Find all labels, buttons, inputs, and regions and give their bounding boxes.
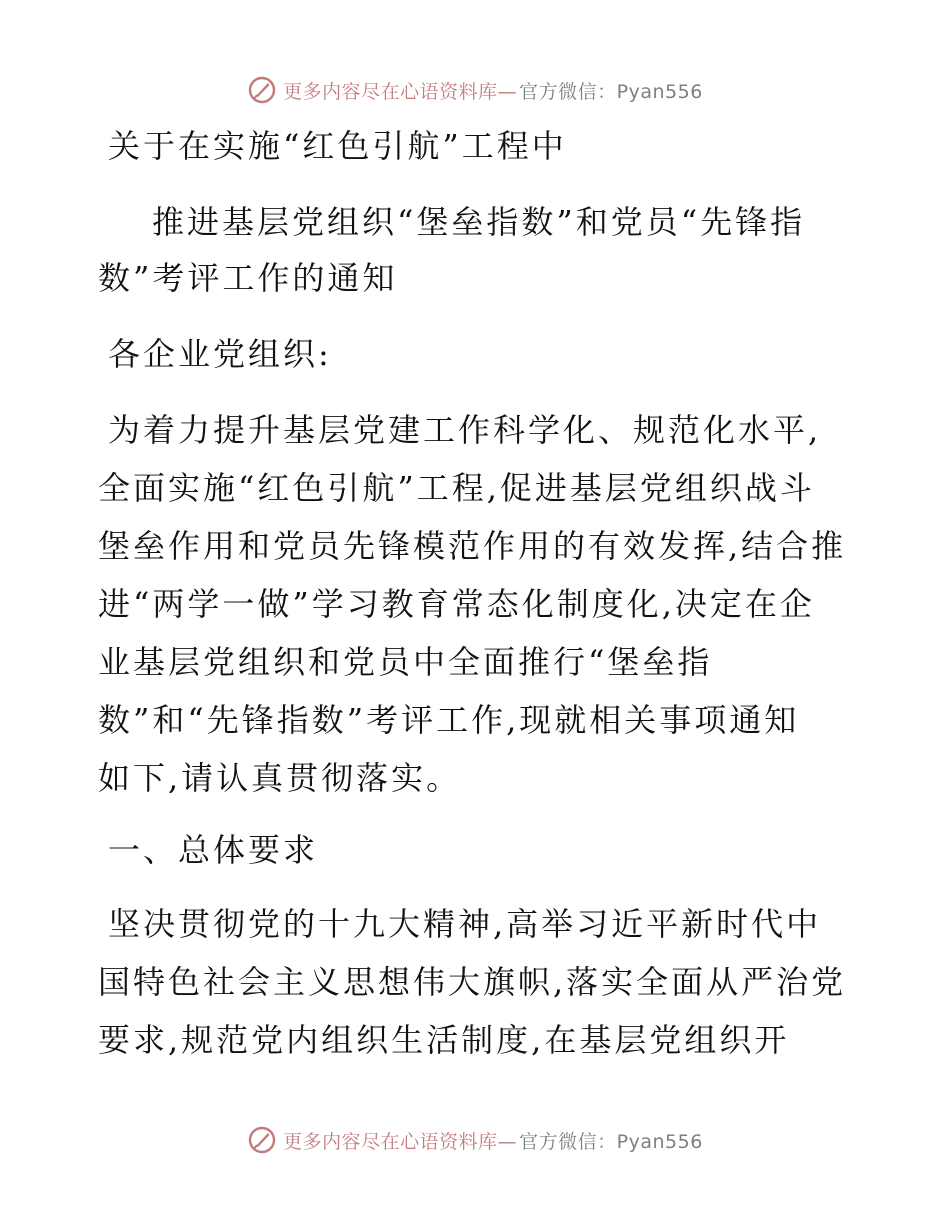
paragraph-2-line-1: 坚决贯彻党的十九大精神,高举习近平新时代中	[108, 905, 822, 943]
quill-logo-icon	[247, 1125, 277, 1155]
watermark-wechat: 官方微信：Pyan556	[519, 80, 703, 103]
paragraph-1-line-5: 业基层党组织和党员中全面推行“堡垒指	[98, 643, 713, 681]
footer-watermark	[0, 1122, 950, 1158]
paragraph-1-line-7: 如下,请认真贯彻落实。	[98, 759, 462, 797]
paragraph-1-line-2: 全面实施“红色引航”工程,促进基层党组织战斗	[98, 469, 815, 507]
paragraph-1-line-6: 数”和“先锋指数”考评工作,现就相关事项通知	[98, 701, 800, 739]
watermark-text: 更多内容尽在心语资料库—	[283, 80, 518, 103]
watermark-wechat: 官方微信：Pyan556	[519, 1130, 703, 1153]
document-title-line-1: 关于在实施“红色引航”工程中	[108, 127, 567, 165]
section-heading-1: 一、总体要求	[108, 831, 319, 869]
paragraph-2-line-3: 要求,规范党内组织生活制度,在基层党组织开	[98, 1021, 790, 1059]
quill-logo-icon	[247, 75, 277, 105]
paragraph-1-line-1: 为着力提升基层党建工作科学化、规范化水平,	[108, 411, 822, 449]
document-title-line-2: 推进基层党组织“堡垒指数”和党员“先锋指	[152, 203, 806, 241]
watermark-text: 更多内容尽在心语资料库—	[283, 1130, 518, 1153]
document-title-line-3: 数”考评工作的通知	[98, 259, 398, 297]
header-watermark	[0, 72, 950, 108]
salutation: 各企业党组织:	[108, 335, 332, 373]
paragraph-1-line-4: 进“两学一做”学习教育常态化制度化,决定在企	[98, 585, 815, 623]
paragraph-1-line-3: 堡垒作用和党员先锋模范作用的有效发挥,结合推	[98, 527, 847, 565]
paragraph-2-line-2: 国特色社会主义思想伟大旗帜,落实全面从严治党	[98, 963, 847, 1001]
